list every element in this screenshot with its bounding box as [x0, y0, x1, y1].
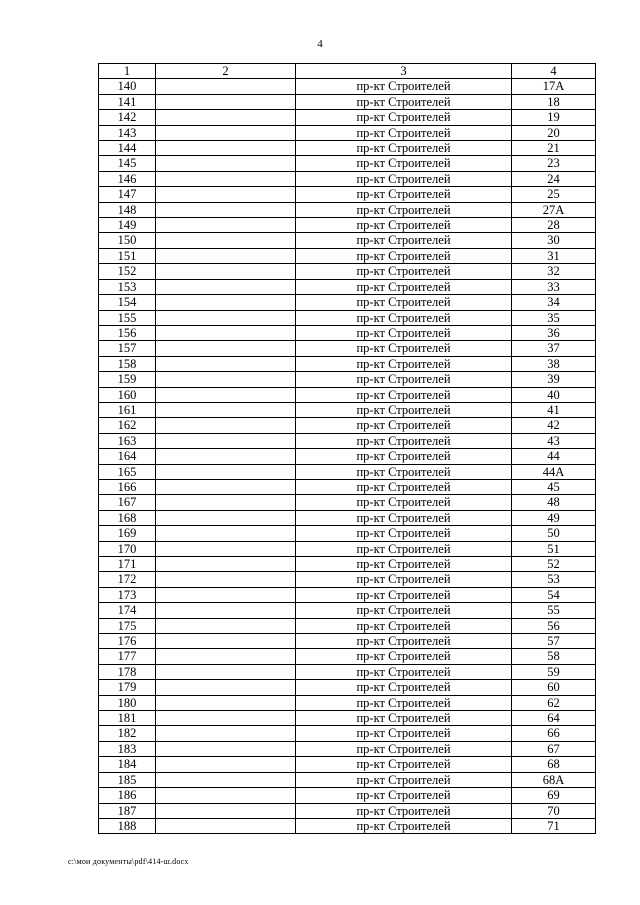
table-row: [99, 818, 596, 833]
house-number-cell: 34: [512, 295, 596, 310]
column-2-cell: [156, 772, 296, 787]
row-number-cell: 167: [99, 495, 156, 510]
row-number-cell: 175: [99, 618, 156, 633]
row-number-cell: 166: [99, 479, 156, 494]
house-number-cell: 49: [512, 510, 596, 525]
table-row: [99, 649, 596, 664]
row-number-cell: 152: [99, 264, 156, 279]
house-number-cell: 45: [512, 479, 596, 494]
house-number-cell: 33: [512, 279, 596, 294]
column-2-cell: [156, 79, 296, 94]
file-path-footer: c:\мои документы\pdf\414-ш.docx: [68, 857, 189, 866]
house-number-cell: 24: [512, 171, 596, 186]
table-row: [99, 495, 596, 510]
house-number-cell: 50: [512, 526, 596, 541]
row-number-cell: 187: [99, 803, 156, 818]
row-number-cell: 179: [99, 680, 156, 695]
street-cell: пр-кт Строителей: [296, 264, 512, 279]
street-cell: пр-кт Строителей: [296, 695, 512, 710]
column-2-cell: [156, 125, 296, 140]
column-2-cell: [156, 233, 296, 248]
column-2-cell: [156, 402, 296, 417]
row-number-cell: 181: [99, 711, 156, 726]
column-header: 4: [512, 64, 596, 79]
house-number-cell: 32: [512, 264, 596, 279]
house-number-cell: 30: [512, 233, 596, 248]
row-number-cell: 170: [99, 541, 156, 556]
column-2-cell: [156, 510, 296, 525]
column-2-cell: [156, 202, 296, 217]
column-2-cell: [156, 325, 296, 340]
street-cell: пр-кт Строителей: [296, 772, 512, 787]
house-number-cell: 42: [512, 418, 596, 433]
street-cell: пр-кт Строителей: [296, 495, 512, 510]
house-number-cell: 19: [512, 110, 596, 125]
table-row: [99, 587, 596, 602]
row-number-cell: 180: [99, 695, 156, 710]
column-2-cell: [156, 418, 296, 433]
row-number-cell: 177: [99, 649, 156, 664]
row-number-cell: 147: [99, 187, 156, 202]
street-cell: пр-кт Строителей: [296, 803, 512, 818]
row-number-cell: 164: [99, 449, 156, 464]
row-number-cell: 158: [99, 356, 156, 371]
column-2-cell: [156, 695, 296, 710]
house-number-cell: 27А: [512, 202, 596, 217]
table-row: [99, 264, 596, 279]
street-cell: пр-кт Строителей: [296, 341, 512, 356]
table-row: [99, 449, 596, 464]
column-2-cell: [156, 572, 296, 587]
house-number-cell: 55: [512, 603, 596, 618]
column-2-cell: [156, 187, 296, 202]
table-row: [99, 695, 596, 710]
street-cell: пр-кт Строителей: [296, 218, 512, 233]
street-cell: пр-кт Строителей: [296, 603, 512, 618]
row-number-cell: 157: [99, 341, 156, 356]
house-number-cell: 60: [512, 680, 596, 695]
table-row: [99, 372, 596, 387]
table-row: [99, 279, 596, 294]
column-2-cell: [156, 110, 296, 125]
table-row: [99, 741, 596, 756]
column-2-cell: [156, 557, 296, 572]
street-cell: пр-кт Строителей: [296, 156, 512, 171]
table-row: [99, 757, 596, 772]
table-row: [99, 341, 596, 356]
table-row: [99, 125, 596, 140]
street-cell: пр-кт Строителей: [296, 356, 512, 371]
street-cell: пр-кт Строителей: [296, 79, 512, 94]
street-cell: пр-кт Строителей: [296, 310, 512, 325]
table-row: [99, 510, 596, 525]
column-2-cell: [156, 171, 296, 186]
row-number-cell: 168: [99, 510, 156, 525]
column-2-cell: [156, 711, 296, 726]
house-number-cell: 53: [512, 572, 596, 587]
street-cell: пр-кт Строителей: [296, 479, 512, 494]
house-number-cell: 39: [512, 372, 596, 387]
street-cell: пр-кт Строителей: [296, 526, 512, 541]
street-cell: пр-кт Строителей: [296, 634, 512, 649]
table-row: [99, 603, 596, 618]
street-cell: пр-кт Строителей: [296, 464, 512, 479]
house-number-cell: 68: [512, 757, 596, 772]
street-cell: пр-кт Строителей: [296, 741, 512, 756]
column-2-cell: [156, 680, 296, 695]
row-number-cell: 186: [99, 788, 156, 803]
column-2-cell: [156, 156, 296, 171]
column-2-cell: [156, 94, 296, 109]
street-cell: пр-кт Строителей: [296, 449, 512, 464]
street-cell: пр-кт Строителей: [296, 233, 512, 248]
column-2-cell: [156, 587, 296, 602]
column-2-cell: [156, 372, 296, 387]
column-2-cell: [156, 634, 296, 649]
row-number-cell: 182: [99, 726, 156, 741]
row-number-cell: 184: [99, 757, 156, 772]
street-cell: пр-кт Строителей: [296, 818, 512, 833]
row-number-cell: 163: [99, 433, 156, 448]
street-cell: пр-кт Строителей: [296, 418, 512, 433]
house-number-cell: 23: [512, 156, 596, 171]
column-2-cell: [156, 664, 296, 679]
table-row: [99, 464, 596, 479]
row-number-cell: 176: [99, 634, 156, 649]
street-cell: пр-кт Строителей: [296, 788, 512, 803]
table-row: [99, 788, 596, 803]
row-number-cell: 153: [99, 279, 156, 294]
table-row: [99, 664, 596, 679]
column-2-cell: [156, 264, 296, 279]
row-number-cell: 148: [99, 202, 156, 217]
row-number-cell: 140: [99, 79, 156, 94]
house-number-cell: 25: [512, 187, 596, 202]
house-number-cell: 64: [512, 711, 596, 726]
street-cell: пр-кт Строителей: [296, 94, 512, 109]
street-cell: пр-кт Строителей: [296, 711, 512, 726]
table-row: [99, 418, 596, 433]
house-number-cell: 70: [512, 803, 596, 818]
house-number-cell: 38: [512, 356, 596, 371]
house-number-cell: 54: [512, 587, 596, 602]
column-2-cell: [156, 479, 296, 494]
street-cell: пр-кт Строителей: [296, 757, 512, 772]
row-number-cell: 185: [99, 772, 156, 787]
column-2-cell: [156, 449, 296, 464]
house-number-cell: 36: [512, 325, 596, 340]
row-number-cell: 141: [99, 94, 156, 109]
row-number-cell: 169: [99, 526, 156, 541]
street-cell: пр-кт Строителей: [296, 572, 512, 587]
row-number-cell: 155: [99, 310, 156, 325]
table-row: [99, 634, 596, 649]
column-2-cell: [156, 464, 296, 479]
street-cell: пр-кт Строителей: [296, 110, 512, 125]
street-cell: пр-кт Строителей: [296, 248, 512, 263]
street-cell: пр-кт Строителей: [296, 664, 512, 679]
table-row: [99, 402, 596, 417]
column-header: 3: [296, 64, 512, 79]
column-2-cell: [156, 279, 296, 294]
table-row: [99, 711, 596, 726]
table-row: [99, 171, 596, 186]
street-cell: пр-кт Строителей: [296, 433, 512, 448]
row-number-cell: 146: [99, 171, 156, 186]
row-number-cell: 142: [99, 110, 156, 125]
row-number-cell: 160: [99, 387, 156, 402]
table-row: [99, 218, 596, 233]
street-cell: пр-кт Строителей: [296, 587, 512, 602]
house-number-cell: 44А: [512, 464, 596, 479]
table-row: [99, 141, 596, 156]
table-row: [99, 110, 596, 125]
row-number-cell: 188: [99, 818, 156, 833]
house-number-cell: 48: [512, 495, 596, 510]
column-2-cell: [156, 356, 296, 371]
column-2-cell: [156, 295, 296, 310]
row-number-cell: 144: [99, 141, 156, 156]
house-number-cell: 28: [512, 218, 596, 233]
table-row: [99, 680, 596, 695]
house-number-cell: 35: [512, 310, 596, 325]
street-cell: пр-кт Строителей: [296, 202, 512, 217]
street-cell: пр-кт Строителей: [296, 187, 512, 202]
address-table: [98, 63, 596, 834]
house-number-cell: 20: [512, 125, 596, 140]
table-row: [99, 79, 596, 94]
table-row: [99, 325, 596, 340]
table-row: [99, 726, 596, 741]
table-body: [99, 79, 596, 834]
row-number-cell: 149: [99, 218, 156, 233]
street-cell: пр-кт Строителей: [296, 649, 512, 664]
street-cell: пр-кт Строителей: [296, 372, 512, 387]
column-2-cell: [156, 541, 296, 556]
column-2-cell: [156, 387, 296, 402]
house-number-cell: 31: [512, 248, 596, 263]
row-number-cell: 183: [99, 741, 156, 756]
house-number-cell: 59: [512, 664, 596, 679]
row-number-cell: 165: [99, 464, 156, 479]
street-cell: пр-кт Строителей: [296, 125, 512, 140]
house-number-cell: 71: [512, 818, 596, 833]
table-header-row: [99, 64, 596, 79]
column-2-cell: [156, 433, 296, 448]
house-number-cell: 57: [512, 634, 596, 649]
column-2-cell: [156, 803, 296, 818]
table-row: [99, 187, 596, 202]
row-number-cell: 143: [99, 125, 156, 140]
row-number-cell: 151: [99, 248, 156, 263]
house-number-cell: 40: [512, 387, 596, 402]
house-number-cell: 67: [512, 741, 596, 756]
table-row: [99, 233, 596, 248]
column-2-cell: [156, 649, 296, 664]
table-row: [99, 295, 596, 310]
row-number-cell: 154: [99, 295, 156, 310]
table-row: [99, 387, 596, 402]
house-number-cell: 66: [512, 726, 596, 741]
table-row: [99, 803, 596, 818]
row-number-cell: 150: [99, 233, 156, 248]
house-number-cell: 37: [512, 341, 596, 356]
row-number-cell: 159: [99, 372, 156, 387]
house-number-cell: 18: [512, 94, 596, 109]
row-number-cell: 178: [99, 664, 156, 679]
house-number-cell: 44: [512, 449, 596, 464]
column-2-cell: [156, 726, 296, 741]
street-cell: пр-кт Строителей: [296, 141, 512, 156]
row-number-cell: 174: [99, 603, 156, 618]
table-row: [99, 156, 596, 171]
street-cell: пр-кт Строителей: [296, 557, 512, 572]
house-number-cell: 51: [512, 541, 596, 556]
column-2-cell: [156, 603, 296, 618]
street-cell: пр-кт Строителей: [296, 279, 512, 294]
street-cell: пр-кт Строителей: [296, 726, 512, 741]
street-cell: пр-кт Строителей: [296, 402, 512, 417]
house-number-cell: 69: [512, 788, 596, 803]
page-number: 4: [317, 38, 323, 50]
street-cell: пр-кт Строителей: [296, 618, 512, 633]
table-row: [99, 557, 596, 572]
house-number-cell: 56: [512, 618, 596, 633]
table-row: [99, 479, 596, 494]
column-2-cell: [156, 248, 296, 263]
row-number-cell: 173: [99, 587, 156, 602]
table-row: [99, 572, 596, 587]
house-number-cell: 58: [512, 649, 596, 664]
row-number-cell: 161: [99, 402, 156, 417]
house-number-cell: 68А: [512, 772, 596, 787]
street-cell: пр-кт Строителей: [296, 387, 512, 402]
column-2-cell: [156, 341, 296, 356]
table-row: [99, 618, 596, 633]
column-2-cell: [156, 310, 296, 325]
street-cell: пр-кт Строителей: [296, 295, 512, 310]
column-2-cell: [156, 757, 296, 772]
column-2-cell: [156, 218, 296, 233]
column-2-cell: [156, 526, 296, 541]
table-row: [99, 356, 596, 371]
table-row: [99, 202, 596, 217]
house-number-cell: 21: [512, 141, 596, 156]
column-header: 2: [156, 64, 296, 79]
table-row: [99, 248, 596, 263]
house-number-cell: 43: [512, 433, 596, 448]
house-number-cell: 41: [512, 402, 596, 417]
house-number-cell: 17А: [512, 79, 596, 94]
row-number-cell: 162: [99, 418, 156, 433]
row-number-cell: 145: [99, 156, 156, 171]
table-row: [99, 526, 596, 541]
street-cell: пр-кт Строителей: [296, 680, 512, 695]
column-2-cell: [156, 618, 296, 633]
street-cell: пр-кт Строителей: [296, 171, 512, 186]
street-cell: пр-кт Строителей: [296, 541, 512, 556]
table-row: [99, 310, 596, 325]
column-2-cell: [156, 818, 296, 833]
column-2-cell: [156, 788, 296, 803]
table-row: [99, 772, 596, 787]
house-number-cell: 62: [512, 695, 596, 710]
row-number-cell: 171: [99, 557, 156, 572]
row-number-cell: 172: [99, 572, 156, 587]
column-2-cell: [156, 741, 296, 756]
street-cell: пр-кт Строителей: [296, 510, 512, 525]
street-cell: пр-кт Строителей: [296, 325, 512, 340]
house-number-cell: 52: [512, 557, 596, 572]
table-row: [99, 433, 596, 448]
table-row: [99, 94, 596, 109]
column-2-cell: [156, 495, 296, 510]
table-row: [99, 541, 596, 556]
column-header: 1: [99, 64, 156, 79]
row-number-cell: 156: [99, 325, 156, 340]
column-2-cell: [156, 141, 296, 156]
